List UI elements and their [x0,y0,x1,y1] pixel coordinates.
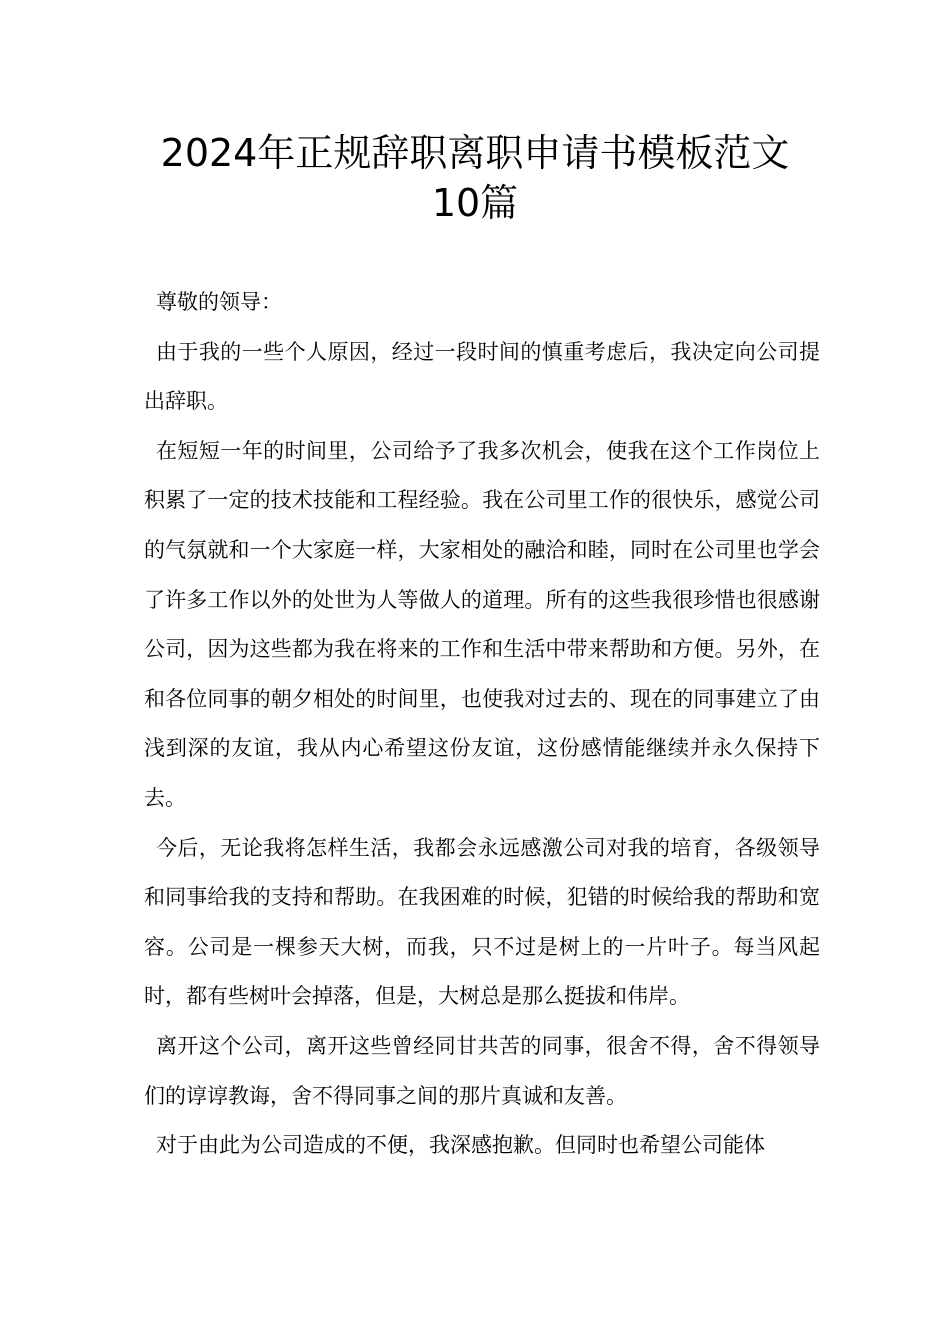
paragraph-resignation-intent: 由于我的一些个人原因，经过一段时间的慎重考虑后，我决定向公司提出辞职。 [144,339,820,414]
title-line-2: 10篇 [431,181,519,225]
document-title [0,128,950,228]
paragraph-apology: 对于由此为公司造成的不便，我深感抱歉。但同时也希望公司能体 [156,1133,765,1158]
salutation: 尊敬的领导： [156,290,282,314]
title-line-1: 2024年正规辞职离职申请书模板范文 [160,131,790,175]
paragraph-leaving: 离开这个公司，离开这些曾经同甘共苦的同事，很舍不得，舍不得领导们的谆谆教诲，舍不得同事之间的那片真诚和友善。 [144,1033,820,1108]
paragraph-gratitude: 在短短一年的时间里，公司给予了我多次机会，使我在这个工作岗位上积累了一定的技术技能和工程经验。我在公司里工作的很快乐，感觉公司的气氛就和一个大家庭一样，大家相处的融洽和睦，同时在公司里也学会了许多工作以外的处世为人等做人的道理。所有的这些我很珍惜也很感谢公司，因为这些都为我在将来的工作和生活中带来帮助和方便。另外，在和各位同事的朝夕相处的时间里，也使我对过去的、现在的同事建立了由浅到深的友谊，我从内心希望这份友谊，这份感情能继续并永久保持下去。 [144,438,820,810]
paragraph-future: 今后，无论我将怎样生活，我都会永远感激公司对我的培育，各级领导和同事给我的支持和帮助。在我困难的时候，犯错的时候给我的帮助和宽容。公司是一棵参天大树，而我，只不过是树上的一片叶子。每当风起时，都有些树叶会掉落，但是，大树总是那么挺拔和伟岸。 [144,835,820,1009]
document-body [144,278,820,1171]
